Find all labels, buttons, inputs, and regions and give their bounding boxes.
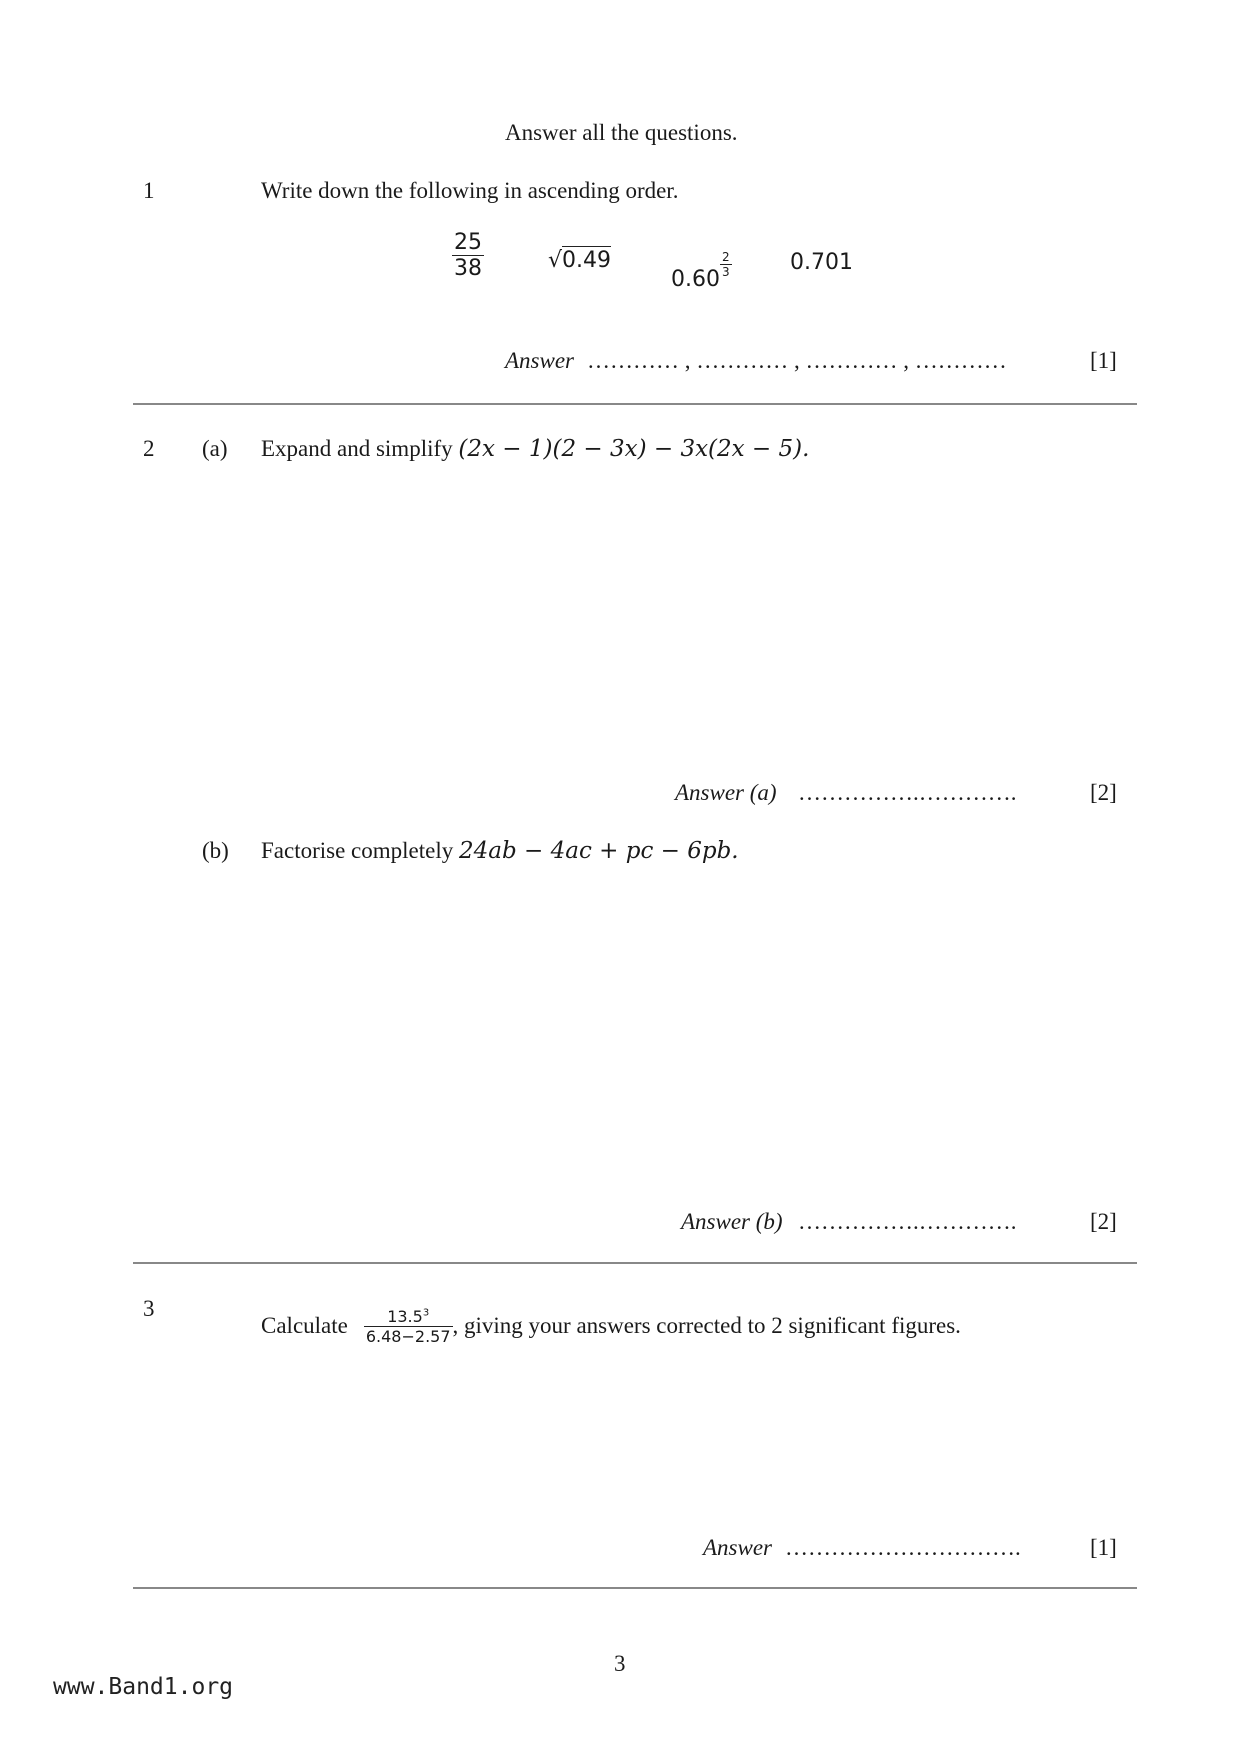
q2a-question xyxy=(261,436,809,462)
q2b-answer-label: Answer (b) xyxy=(681,1209,783,1234)
q2-number: 2 xyxy=(143,436,155,461)
q2b-text: Factorise completely xyxy=(261,838,459,863)
q1-number: 1 xyxy=(143,178,155,203)
q2b-label: (b) xyxy=(202,838,229,863)
q1-answer-line[interactable]: ………… , ………… , ………… , ………… xyxy=(587,348,1007,373)
q1-answer-label: Answer xyxy=(505,348,574,373)
q2a-text: Expand and simplify xyxy=(261,436,459,461)
q3-fraction xyxy=(364,1307,453,1346)
q1-power-exp-den: 3 xyxy=(721,265,730,279)
divider-1 xyxy=(133,403,1137,405)
q2a-expression: (2x − 1)(2 − 3x) − 3x(2x − 5). xyxy=(458,436,810,462)
q1-fraction-numerator: 25 xyxy=(454,230,482,255)
q3-answer-line[interactable]: …………………………. xyxy=(785,1535,1021,1560)
q2b-answer-line[interactable]: …………….…………. xyxy=(798,1209,1017,1234)
instruction-heading: Answer all the questions. xyxy=(505,120,738,145)
q3-text-prefix: Calculate xyxy=(261,1313,348,1338)
q1-marks: [1] xyxy=(1090,348,1117,373)
page-number: 3 xyxy=(614,1651,626,1676)
q3-num-exponent: 3 xyxy=(422,1307,430,1319)
q3-fraction-denominator: 6.48−2.57 xyxy=(365,1326,451,1346)
q1-power-exponent xyxy=(720,250,732,279)
q1-decimal: 0.701 xyxy=(790,250,853,275)
q3-marks: [1] xyxy=(1090,1535,1117,1560)
q2a-label: (a) xyxy=(202,436,228,461)
q1-fraction xyxy=(452,230,484,281)
q2b-expression: 24ab − 4ac + pc − 6pb. xyxy=(459,838,739,864)
q3-answer-label: Answer xyxy=(703,1535,772,1560)
q3-number: 3 xyxy=(143,1296,155,1321)
divider-3 xyxy=(133,1587,1137,1589)
q1-power-base: 0.60 xyxy=(671,267,720,292)
q2b-marks: [2] xyxy=(1090,1209,1117,1234)
q2a-marks: [2] xyxy=(1090,780,1117,805)
q1-power xyxy=(671,250,732,292)
q1-text: Write down the following in ascending order. xyxy=(261,178,679,203)
q3-num-base: 13.5 xyxy=(387,1306,423,1326)
q3-question xyxy=(261,1298,961,1354)
q2b-question xyxy=(261,838,739,864)
q1-sqrt-value: 0.49 xyxy=(562,248,612,273)
watermark-url[interactable]: www.Band1.org xyxy=(53,1674,234,1700)
q1-power-exp-num: 2 xyxy=(721,250,730,264)
q1-square-root xyxy=(548,248,611,273)
q2a-answer-line[interactable]: …………….…………. xyxy=(798,780,1017,805)
q3-fraction-numerator xyxy=(364,1307,453,1326)
q2a-answer-label: Answer (a) xyxy=(675,780,777,805)
q1-fraction-denominator: 38 xyxy=(454,256,482,281)
q3-text-suffix: , giving your answers corrected to 2 significant figures. xyxy=(452,1313,961,1338)
sqrt-icon: √ xyxy=(548,248,563,273)
divider-2 xyxy=(133,1262,1137,1264)
